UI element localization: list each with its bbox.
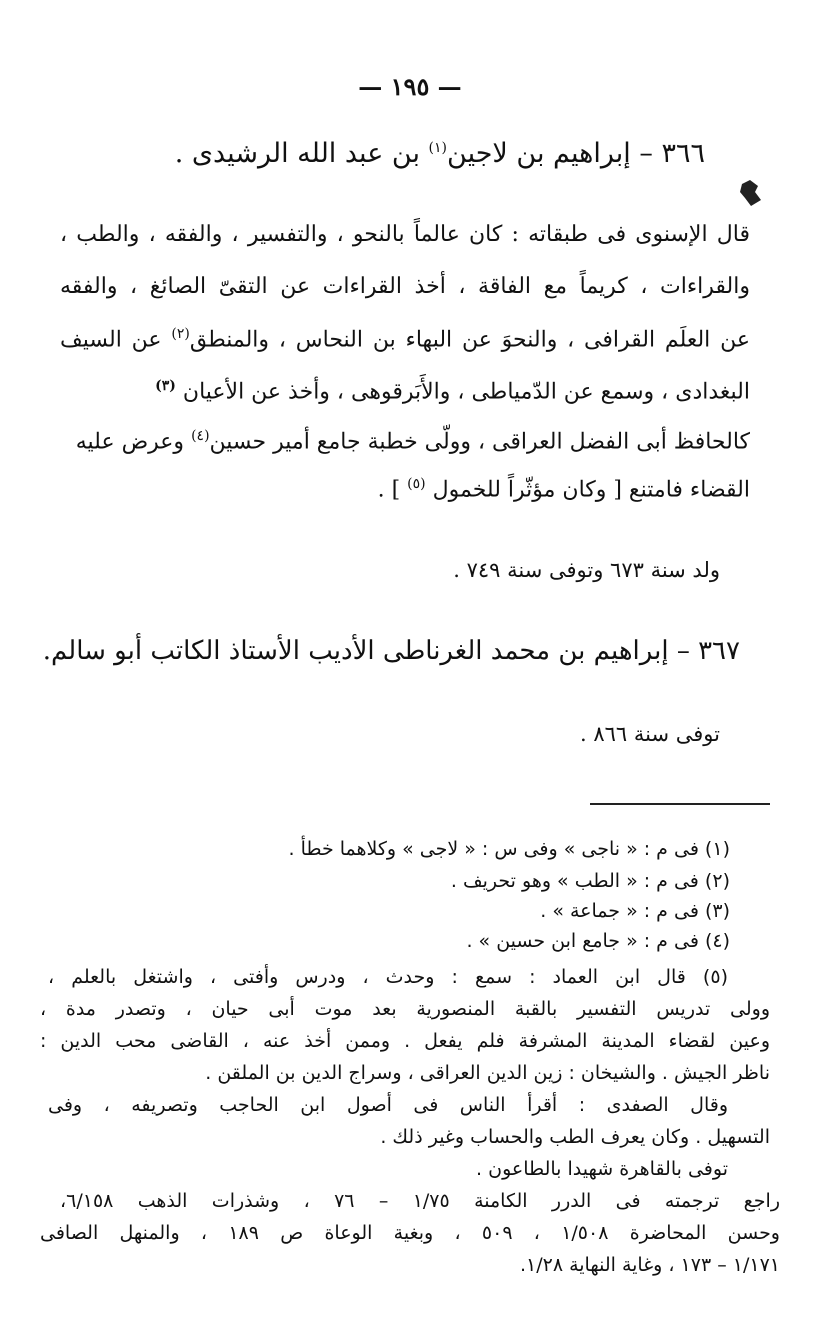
footnote-5-line-10: ١/١٧١ – ١٧٣ ، وغاية النهاية ١/٢٨.: [519, 1254, 780, 1276]
entry-366-line-4: [60, 378, 750, 404]
footnote-ref-2: (٢): [171, 326, 190, 342]
footnote-divider: [590, 803, 770, 805]
footnote-ref-5: (٥): [407, 476, 426, 492]
entry-367-dates: توفى سنة ٨٦٦ .: [580, 722, 720, 746]
entry-366-line-3: [60, 326, 750, 352]
footnote-5-line-3: وعين لقضاء المدينة المشرفة فلم يفعل . وممن أخذ عنه ، القاضى محب الدين :: [40, 1030, 770, 1052]
footnote-5-line-2: وولى تدريس التفسير بالقبة المنصورية بعد موت أبى حيان ، وتصدر مدة ،: [40, 998, 770, 1020]
ink-blot-mark: [738, 178, 764, 208]
entry-366-line-4-text: البغدادى ، وسمع عن الدّمياطى ، والأَبَرقوهى ، وأخذ عن الأعيان: [182, 379, 750, 405]
footnote-5-line-8: راجع ترجمته فى الدرر الكامنة ١/٧٥ – ٧٦ ، وشذرات الذهب ٦/١٥٨،: [60, 1190, 780, 1212]
footnote-5-line-6: التسهيل . وكان يعرف الطب والحساب وغير ذلك .: [380, 1126, 770, 1148]
footnote-5-line-7: توفى بالقاهرة شهيدا بالطاعون .: [476, 1158, 728, 1180]
entry-366-line-6-text: القضاء فامتنع [ وكان مؤثّراً للخمول: [432, 477, 750, 503]
footnote-ref-3: (٣): [155, 378, 176, 394]
footnote-5-line-5: وقال الصفدى : أقرأ الناس فى أصول ابن الحاجب وتصريفه ، وفى: [48, 1094, 728, 1116]
footnote-3: (٣) فى م : « جماعة » .: [540, 900, 730, 922]
entry-366-line-5-text: كالحافظ أبى الفضل العراقى ، وولّى خطبة جامع أمير حسين: [209, 429, 750, 455]
entry-367-heading: ٣٦٧ – إبراهيم بن محمد الغرناطى الأديب الأستاذ الكاتب أبو سالم.: [42, 636, 740, 666]
entry-366-dates: ولد سنة ٦٧٣ وتوفى سنة ٧٤٩ .: [453, 558, 720, 582]
footnote-4: (٤) فى م : « جامع ابن حسين » .: [466, 930, 730, 952]
footnote-5-line-4: ناظر الجيش . والشيخان : زين الدين العراقى ، وسراج الدين بن الملقن .: [205, 1062, 770, 1084]
footnote-5-line-1: (٥) قال ابن العماد : سمع : وحدث ، ودرس وأفتى ، واشتغل بالعلم ،: [48, 966, 728, 988]
footnote-ref-1: (١): [428, 140, 448, 156]
page-number: — ١٩٥ —: [358, 72, 462, 101]
entry-366-line-3-text: عن العلَم القرافى ، والنحوَ عن البهاء بن النحاس ، والمنطق: [189, 327, 750, 353]
entry-366-line-3-tail: عن السيف: [60, 327, 172, 353]
entry-366-line-1: قال الإسنوى فى طبقاته : كان عالماً بالنحو ، والتفسير ، والفقه ، والطب ،: [60, 222, 750, 247]
entry-366-line-5-tail: وعرض عليه: [75, 429, 192, 455]
entry-366-heading-tail: بن عبد الله الرشيدى .: [174, 138, 429, 169]
entry-366-line-2: والقراءات ، كريماً مع الفاقة ، أخذ القراءات عن التقىّ الصائغ ، والفقه: [60, 274, 750, 299]
footnote-1: (١) فى م : « ناجى » وفى س : « لاجى » وكلاهما خطأ .: [288, 838, 730, 860]
entry-366-heading-text: ٣٦٦ – إبراهيم بن لاجين: [447, 138, 705, 169]
entry-366-line-5: [60, 428, 750, 454]
entry-366-line-6: [60, 476, 750, 502]
entry-366-heading: [175, 138, 705, 169]
footnote-5-line-9: وحسن المحاضرة ١/٥٠٨ ، ٥٠٩ ، وبغية الوعاة ص ١٨٩ ، والمنهل الصافى: [40, 1222, 780, 1244]
footnote-ref-4: (٤): [191, 428, 210, 444]
entry-366-line-6-tail: ] .: [377, 477, 408, 503]
footnote-2: (٢) فى م : « الطب » وهو تحريف .: [450, 870, 730, 892]
